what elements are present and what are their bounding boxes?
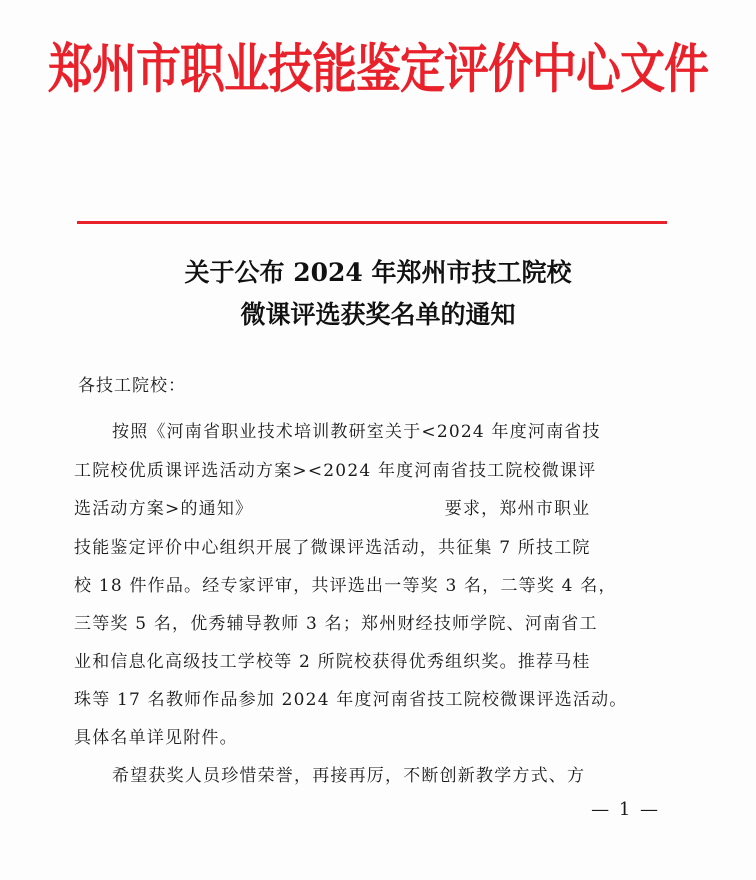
paragraph-1-line-7: 业和信息化高级技工学校等 2 所院校获得优秀组织奖。推荐马桂 xyxy=(74,652,591,672)
paragraph-1-line-3: 选活动方案>的通知》 要求，郑州市职业 xyxy=(74,499,591,519)
notice-title-line-2: 微课评选获奖名单的通知 xyxy=(240,300,516,329)
paragraph-1-line-6: 三等奖 5 名，优秀辅导教师 3 名；郑州财经技师学院、河南省工 xyxy=(74,614,598,634)
paragraph-1-line-2: 工院校优质课评选活动方案><2024 年度河南省技工院校微课评 xyxy=(74,461,597,481)
paragraph-1-line-4: 技能鉴定评价中心组织开展了微课评选活动，共征集 7 所技工院 xyxy=(74,538,591,558)
paragraph-2-line-1: 希望获奖人员珍惜荣誉，再接再厉，不断创新教学方式、方 xyxy=(112,766,586,786)
paragraph-1-line-9: 具体名单详见附件。 xyxy=(74,728,238,748)
document-header-title: 郑州市职业技能鉴定评价中心文件 xyxy=(47,37,708,100)
paragraph-1-line-8: 珠等 17 名教师作品参加 2024 年度河南省技工院校微课评选活动。 xyxy=(74,690,628,710)
page-number: — 1 — xyxy=(591,799,660,820)
paragraph-1-line-1: 按照《河南省职业技术培训教研室关于<2024 年度河南省技 xyxy=(112,422,601,442)
salutation: 各技工院校： xyxy=(78,376,186,396)
header-red-rule xyxy=(77,221,667,224)
notice-title-line-1: 关于公布 2024 年郑州市技工院校 xyxy=(184,258,572,287)
paragraph-1-line-5: 校 18 件作品。经专家评审，共评选出一等奖 3 名，二等奖 4 名， xyxy=(74,576,617,596)
